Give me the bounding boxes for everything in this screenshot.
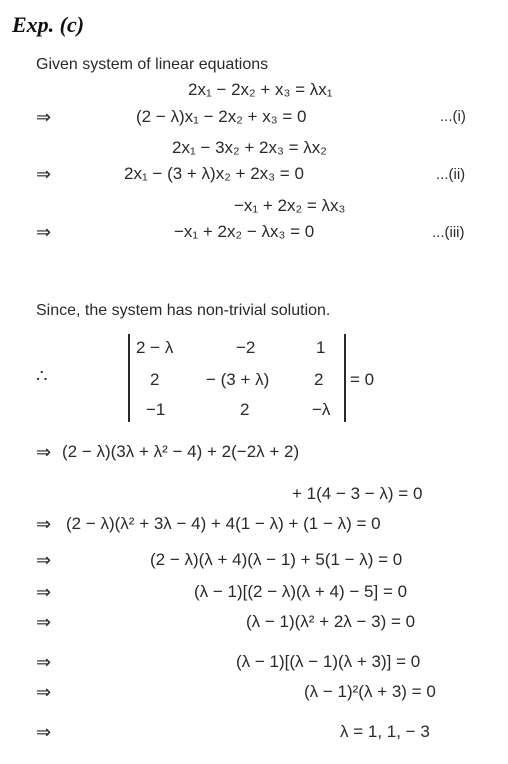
step-line: (λ − 1)²(λ + 3) = 0 [304,682,436,701]
equation-line: −x₁ + 2x₂ − λx₃ = 0 [174,222,315,241]
step-line: (λ − 1)(λ² + 2λ − 3) = 0 [246,612,416,631]
step-line: (λ − 1)[(λ − 1)(λ + 3)] = 0 [236,652,421,671]
determinant-cell: − (3 + λ) [206,370,270,389]
implies-arrow: ⇒ [36,514,52,534]
therefore-symbol: ∴ [36,366,48,386]
equation-line: 2x₁ − (3 + λ)x₂ + 2x₃ = 0 [124,164,304,183]
equation-tag: ...(ii) [436,166,466,183]
equation-line: 2x₁ − 2x₂ + x₃ = λx₁ [188,80,333,99]
implies-arrow: ⇒ [36,682,52,702]
determinant-equals-zero: = 0 [350,370,375,389]
equation-line: −x₁ + 2x₂ = λx₃ [234,196,346,215]
implies-arrow: ⇒ [36,582,52,602]
implies-arrow: ⇒ [36,652,52,672]
step-line: (λ − 1)[(2 − λ)(λ + 4) − 5] = 0 [194,582,408,601]
step-line: (2 − λ)(λ + 4)(λ − 1) + 5(1 − λ) = 0 [150,550,403,569]
determinant-left-bar [128,334,130,422]
equation-line: 2x₁ − 3x₂ + 2x₃ = λx₂ [172,138,327,157]
determinant-cell: 2 [150,370,160,389]
step-line: (2 − λ)(λ² + 3λ − 4) + 4(1 − λ) + (1 − λ) = 0 [66,514,381,533]
equation-tag: ...(i) [440,108,466,125]
implies-arrow: ⇒ [36,107,52,127]
implies-arrow: ⇒ [36,442,52,462]
intro-text: Given system of linear equations [36,56,269,73]
implies-arrow: ⇒ [36,550,52,570]
equation-line: (2 − λ)x₁ − 2x₂ + x₃ = 0 [136,107,307,126]
determinant-cell: −2 [236,338,256,357]
determinant-cell: 2 [314,370,324,389]
determinant-cell: 1 [316,338,326,357]
determinant-cell: 2 − λ [136,338,174,357]
determinant-cell: 2 [240,400,250,419]
implies-arrow: ⇒ [36,612,52,632]
implies-arrow: ⇒ [36,222,52,242]
equation-tag: ...(iii) [432,224,465,241]
determinant-right-bar [344,334,346,422]
step-line: + 1(4 − 3 − λ) = 0 [292,484,423,503]
determinant-cell: −1 [146,400,166,419]
implies-arrow: ⇒ [36,164,52,184]
determinant-cell: −λ [312,400,331,419]
implies-arrow: ⇒ [36,722,52,742]
since-text: Since, the system has non-trivial solution. [36,302,331,319]
step-line: (2 − λ)(3λ + λ² − 4) + 2(−2λ + 2) [62,442,300,461]
final-answer: λ = 1, 1, − 3 [340,722,430,741]
heading: Exp. (c) [12,12,85,37]
